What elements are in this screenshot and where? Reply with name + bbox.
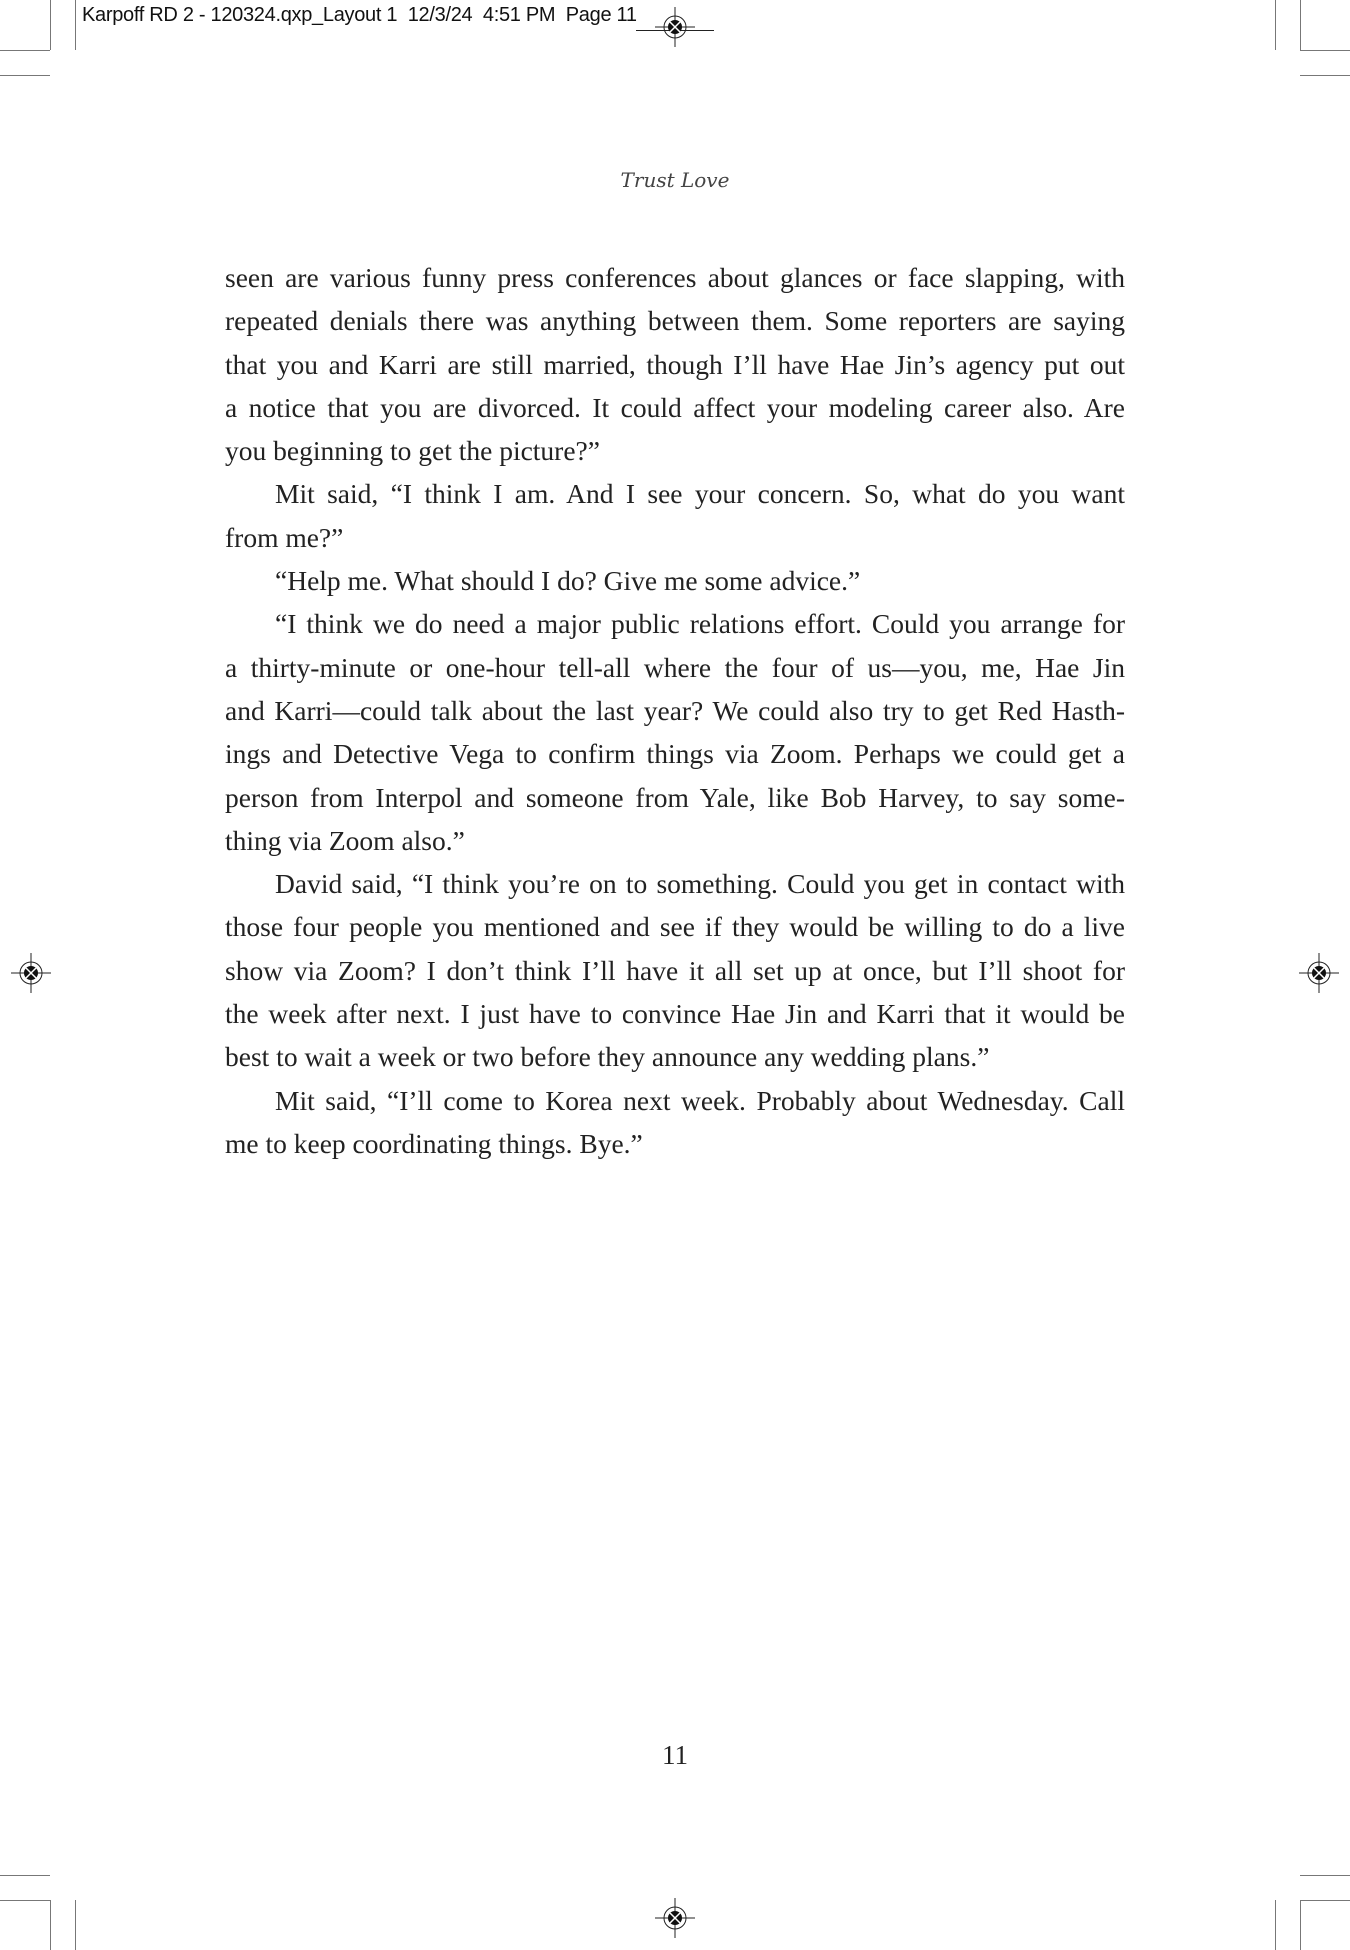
- text-line: repeated denials there was anything between them. Some reporters are saying: [225, 305, 1125, 337]
- text-line: from me?”: [225, 521, 344, 553]
- crop-mark: [1300, 0, 1301, 50]
- text-line: those four people you mentioned and see if they would be willing to do a live: [225, 911, 1125, 943]
- paragraph: [225, 256, 1125, 472]
- text-line: me to keep coordinating things. Bye.”: [225, 1127, 643, 1159]
- text-line: and Karri—could talk about the last year? We could also try to get Red Hasth-: [225, 694, 1125, 726]
- crop-mark: [1300, 75, 1350, 76]
- text-line: Mit said, “I’ll come to Korea next week. Probably about Wednesday. Call: [275, 1084, 1125, 1116]
- crop-mark: [1275, 1900, 1276, 1950]
- text-line: that you and Karri are still married, though I’ll have Hae Jin’s agency put out: [225, 348, 1125, 380]
- crop-mark: [50, 1900, 51, 1950]
- crop-mark: [75, 1900, 76, 1950]
- crop-mark: [1300, 1900, 1301, 1950]
- registration-mark-icon: [1299, 953, 1339, 993]
- crop-mark: [1275, 0, 1276, 50]
- text-line: best to wait a week or two before they announce any wedding plans.”: [225, 1041, 990, 1073]
- crop-mark: [1300, 1900, 1350, 1901]
- crop-mark: [0, 1875, 50, 1876]
- text-line: “I think we do need a major public relations effort. Could you arrange for: [275, 608, 1125, 640]
- paragraph: [225, 559, 1125, 602]
- crop-mark: [50, 0, 51, 50]
- crop-mark: [1300, 1875, 1350, 1876]
- registration-mark-icon: [655, 1898, 695, 1938]
- text-line: thing via Zoom also.”: [225, 824, 465, 856]
- text-line: show via Zoom? I don’t think I’ll have it all set up at once, but I’ll shoot for: [225, 954, 1125, 986]
- text-line: the week after next. I just have to convince Hae Jin and Karri that it would be: [225, 998, 1125, 1030]
- crop-mark: [75, 0, 76, 50]
- paragraph: [225, 472, 1125, 559]
- page-number: 11: [662, 1740, 688, 1770]
- text-line: “Help me. What should I do? Give me some advice.”: [275, 565, 861, 597]
- text-line: Mit said, “I think I am. And I see your concern. So, what do you want: [275, 478, 1125, 510]
- registration-mark-icon: [11, 953, 51, 993]
- text-line: seen are various funny press conferences about glances or face slapping, with: [225, 262, 1125, 293]
- text-line: person from Interpol and someone from Yale, like Bob Harvey, to say some-: [225, 781, 1125, 813]
- running-head: Trust Love: [620, 168, 730, 192]
- paragraph: [225, 602, 1125, 862]
- crop-mark: [0, 50, 50, 51]
- text-line: a notice that you are divorced. It could affect your modeling career also. Are: [225, 391, 1125, 423]
- text-line: a thirty-minute or one-hour tell-all where the four of us—you, me, Hae Jin: [225, 651, 1125, 683]
- print-slug: Karpoff RD 2 - 120324.qxp_Layout 1 12/3/24 4:51 PM Page 11: [82, 4, 637, 26]
- body-text: [225, 256, 1125, 1165]
- crop-mark: [0, 1900, 50, 1901]
- text-line: David said, “I think you’re on to something. Could you get in contact with: [275, 868, 1125, 900]
- paragraph: [225, 1079, 1125, 1166]
- text-line: ings and Detective Vega to confirm things via Zoom. Perhaps we could get a: [225, 738, 1125, 770]
- crop-mark: [1300, 50, 1350, 51]
- text-line: you beginning to get the picture?”: [225, 435, 600, 467]
- registration-mark-icon: [655, 7, 695, 47]
- crop-mark: [0, 75, 50, 76]
- paragraph: [225, 862, 1125, 1078]
